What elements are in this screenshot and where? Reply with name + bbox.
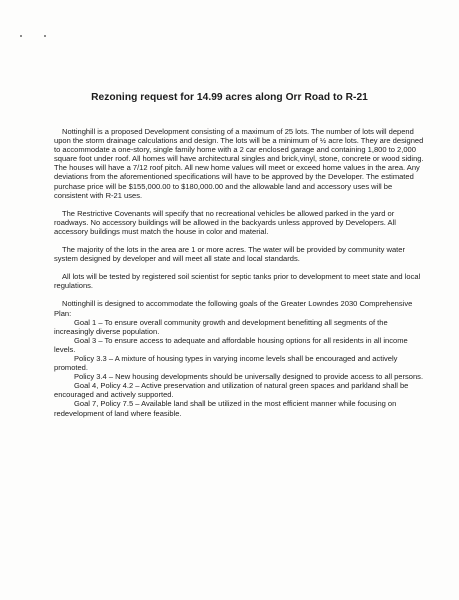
goal-7-policy-7-5: Goal 7, Policy 7.5 – Available land shall be utilized in the most efficient manner while focusing on redevelopment of land where feasible. (54, 399, 397, 418)
goal-1: Goal 1 – To ensure overall community growth and development benefitting all segments of the increasingly diverse population. (54, 317, 388, 336)
document-body (54, 127, 426, 418)
goal-3: Goal 3 – To ensure access to adequate and affordable housing options for all residents in all income levels. (54, 335, 408, 354)
policy-3-3: Policy 3.3 – A mixture of housing types in varying income levels shall be encouraged and actively promoted. (54, 353, 398, 373)
policy-3-4: Policy 3.4 – New housing developments should be universally designed to provide access to all persons. (74, 372, 424, 382)
paragraph-goals-intro: Nottinghill is designed to accommodate the following goals of the Greater Lowndes 2030 Comprehensive Plan: (54, 299, 413, 318)
scan-speck (20, 35, 22, 37)
paragraph-septic: All lots will be tested by registered soil scientist for septic tanks prior to development to meet state and local regulations. (54, 272, 421, 291)
paragraph-development: Nottinghill is a proposed Development consisting of a maximum of 25 lots. The number of lots will depend upon the storm drainage calculations and design. The lots will be a minimum of ½ acre lots. They are designed to accommodate a one-story, single family home with a 2 car enclosed garage and containing 1,800 to 2,000 square foot under roof. All homes will have architectural singles and brick,vinyl, stone, concrete or wood siding. The houses will have a 7/12 roof pitch. All new home values will meet or exceed home values in the area. Any deviations from the aforementioned specifications will have to be approved by the Developer. The estimated purchase price will be $155,000.00 to $180,000.00 and the allowable land and accessory uses will be consistent with R-21 uses. (54, 127, 424, 200)
paragraph-water: The majority of the lots in the area are 1 or more acres. The water will be provided by community water system designed by developer and will meet all state and local standards. (54, 245, 405, 264)
goal-4-policy-4-2: Goal 4, Policy 4.2 – Active preservation and utilization of natural green spaces and parkland shall be encouraged and actively supported. (54, 381, 409, 400)
document-title: Rezoning request for 14.99 acres along Orr Road to R-21 (91, 92, 368, 103)
scan-speck (44, 35, 46, 37)
paragraph-covenants: The Restrictive Covenants will specify that no recreational vehicles be allowed parked in the yard or roadways. No accessory buildings will be allowed in the backyards unless approved by Developers. All accessory buildings must match the house in color and material. (54, 208, 396, 236)
